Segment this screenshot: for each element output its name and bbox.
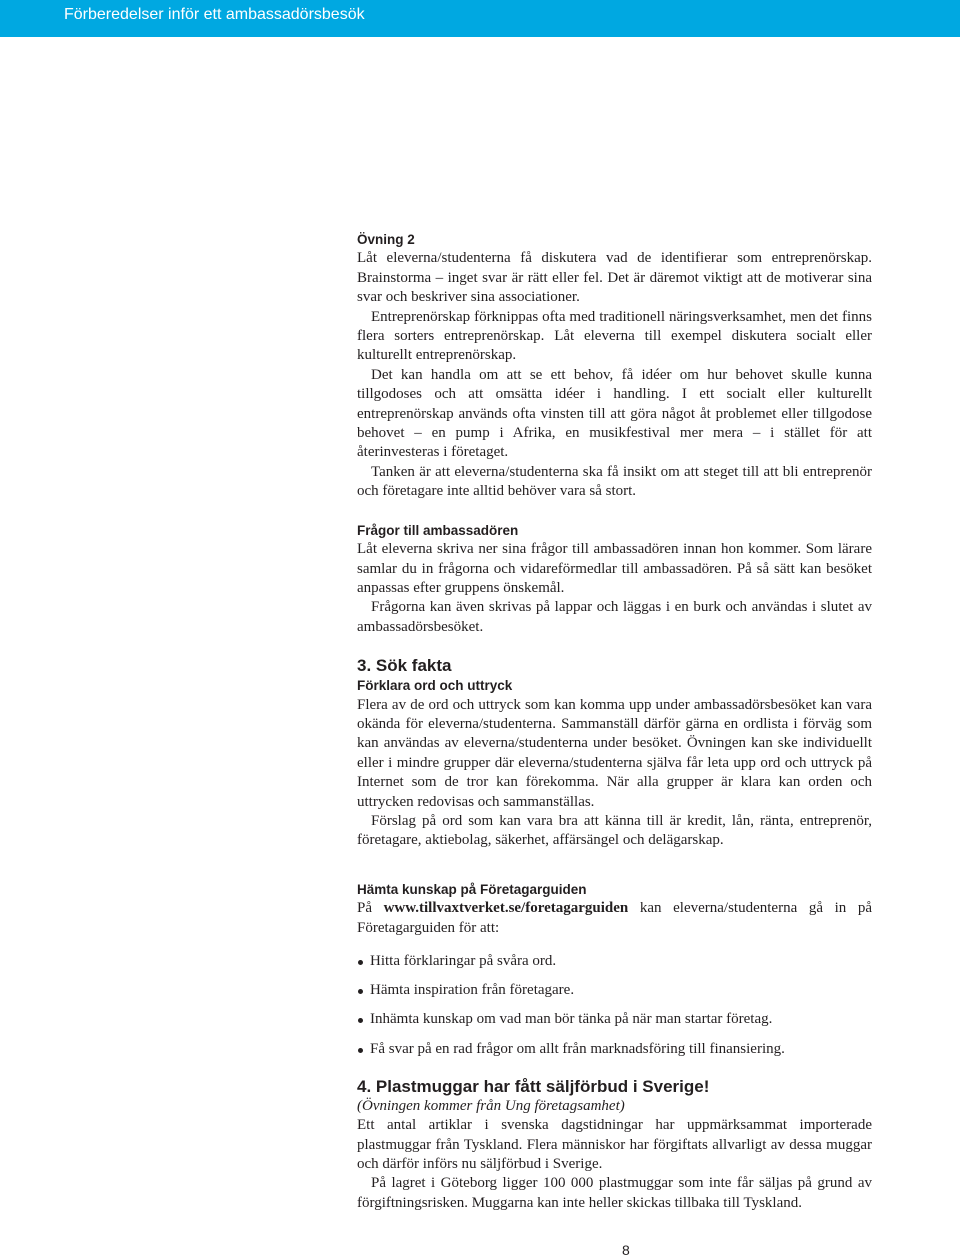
plastmuggar-source: (Övningen kommer från Ung företagsamhet) xyxy=(357,1097,625,1114)
intro-text-after: kan eleverna/studenterna gå in på Företagarguiden för att: xyxy=(357,900,872,936)
header-title: Förberedelser inför ett ambassadörsbesök xyxy=(64,6,365,23)
header-bar xyxy=(0,0,960,37)
list-item-text: Hämta inspiration från företagare. xyxy=(370,982,575,999)
list-item-text: Hitta förklaringar på svåra ord. xyxy=(370,953,557,969)
plastmuggar-section xyxy=(357,1077,872,1213)
ovning-2-heading: Övning 2 xyxy=(357,232,415,247)
bullet-list xyxy=(357,952,872,1059)
sok-fakta-paragraph-2: Förslag på ord som kan vara bra att känna till är kredit, lån, ränta, entreprenör, företagare, aktiebolag, säkerhet, affärsängel och delägarskap. xyxy=(357,812,872,849)
foretagarguiden-link[interactable]: www.tillvaxtverket.se/foretagarguiden xyxy=(383,900,629,917)
page-number: 8 xyxy=(622,1242,630,1258)
sok-fakta-section xyxy=(357,656,872,851)
bullet-icon xyxy=(358,1048,363,1053)
ovning-2-paragraph-1: Låt eleverna/studenterna få diskutera vad de identifierar som entreprenörskap. Brainstorma – inget svar är rätt eller fel. Det är däremot viktigt att de motiverar sina svar och beskriver sina associationer. xyxy=(357,250,872,306)
list-item xyxy=(357,1040,872,1059)
hamta-kunskap-section xyxy=(357,880,872,1059)
page-content xyxy=(357,230,872,1213)
list-item-text: Få svar på en rad frågor om allt från marknadsföring till finansiering. xyxy=(370,1040,785,1057)
list-item xyxy=(357,1010,872,1029)
hamta-kunskap-intro xyxy=(357,899,872,938)
bullet-icon xyxy=(358,960,363,965)
intro-text-before: På xyxy=(357,900,384,917)
hamta-kunskap-heading: Hämta kunskap på Företagarguiden xyxy=(357,881,587,897)
sok-fakta-subheading: Förklara ord och uttryck xyxy=(357,678,513,694)
ovning-2-section xyxy=(357,230,872,502)
plastmuggar-paragraph-1: Ett antal artiklar i svenska dagstidningar har uppmärksammat importerade plastmuggar från Tyskland. Flera människor har förgiftats allvarligt av dessa muggar och därför införs nu säljförbud i Sverige. xyxy=(357,1117,872,1173)
plastmuggar-heading: 4. Plastmuggar har fått säljförbud i Sverige! xyxy=(357,1076,710,1096)
list-item xyxy=(357,981,872,1000)
ovning-2-paragraph-4: Tanken är att eleverna/studenterna ska få insikt om att steget till att bli entreprenör och företagare inte alltid behöver vara så stort. xyxy=(357,463,872,500)
list-item xyxy=(357,952,872,971)
fragor-section xyxy=(357,521,872,637)
plastmuggar-paragraph-2: På lagret i Göteborg ligger 100 000 plastmuggar som inte får säljas på grund av förgiftningsrisken. Muggarna kan inte heller skickas tillbaka till Tyskland. xyxy=(357,1175,872,1211)
ovning-2-paragraph-2: Entreprenörskap förknippas ofta med traditionell näringsverksamhet, men det finns flera sorters entreprenörskap. Låt eleverna till exempel diskutera socialt eller kulturellt entreprenörskap. xyxy=(357,308,872,364)
fragor-paragraph-1: Låt eleverna skriva ner sina frågor till ambassadören innan hon kommer. Som lärare samlar du in frågorna och vidareförmedlar till ambassadören. På så sätt kan besöket anpassas efter gruppens önskemål. xyxy=(357,541,872,596)
fragor-heading: Frågor till ambassadören xyxy=(357,522,519,538)
sok-fakta-paragraph-1: Flera av de ord och uttryck som kan komma upp under ambassadörsbesöket kan vara okända för eleverna/studenterna. Sammanställ därför gärna en ordlista i förväg som kan användas av eleverna/studenterna under besöket. Övningen kan ske individuellt eller i mindre grupper där eleverna/studenterna själva får leta upp ord och uttryck på Internet som de tror kan förekomma. När alla grupper är klara kan orden och uttrycken redovisas och sammanställas. xyxy=(357,696,872,810)
ovning-2-paragraph-3: Det kan handla om att se ett behov, få idéer om hur behovet skulle kunna tillgodoses och att omsätta idéer i handling. I ett socialt eller kulturellt entreprenörskap används ofta vinsten till att göra något åt problemet eller tillgodose behovet – en pump i Afrika, en musikfestival mer mera – i stället för att återinvesteras i företaget. xyxy=(357,366,872,461)
bullet-icon xyxy=(358,1018,363,1023)
list-item-text: Inhämta kunskap om vad man bör tänka på när man startar företag. xyxy=(370,1011,773,1028)
bullet-icon xyxy=(358,989,363,994)
sok-fakta-heading: 3. Sök fakta xyxy=(357,656,452,676)
fragor-paragraph-2: Frågorna kan även skrivas på lappar och läggas i en burk och användas i slutet av ambassadörsbesöket. xyxy=(357,599,872,635)
